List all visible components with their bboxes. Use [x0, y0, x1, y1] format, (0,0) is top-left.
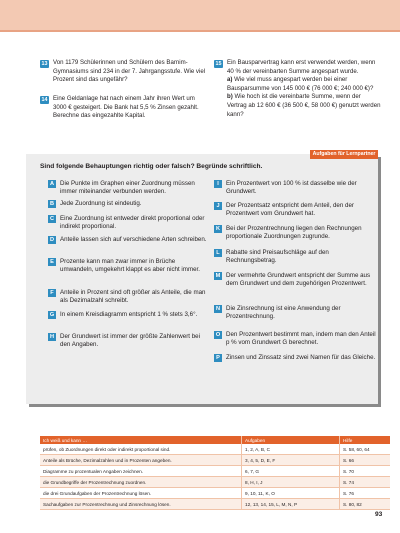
- statement-text: Anteile in Prozent sind oft größer als Anteile, die man als Dezimalzahl schreibt.: [60, 289, 206, 305]
- table-cell: 8, H, I, J: [242, 477, 340, 488]
- table-header-row: [40, 436, 390, 444]
- table-row: [40, 466, 390, 477]
- statement-item: [48, 236, 208, 244]
- box-instruction: Sind folgende Behauptungen richtig oder falsch? Begründe schriftlich.: [40, 163, 263, 170]
- statement-letter: D: [49, 237, 55, 243]
- statement-text: Die Punkte im Graphen einer Zuordnung müssen immer miteinander verbunden werden.: [60, 180, 195, 196]
- statement-text: Jede Zuordnung ist eindeutig.: [60, 200, 142, 207]
- task-text: Ein Bausparvertrag kann erst verwendet werden, wenn 40 % der vereinbarten Summe angespart wurde.: [227, 59, 376, 75]
- statement-letter: O: [215, 332, 221, 338]
- table-cell: S. 76: [340, 488, 391, 499]
- statement-letter: K: [215, 226, 221, 232]
- column-header: Ich weiß und kann …: [40, 436, 242, 444]
- task-13: [40, 59, 208, 85]
- page-number: 93: [375, 511, 383, 518]
- task-number-badge: 15: [215, 61, 222, 67]
- statement-item: [214, 202, 376, 219]
- statement-item: [48, 333, 208, 350]
- table-cell: S. 70: [340, 466, 391, 477]
- statement-item: [214, 331, 376, 348]
- statement-letter: N: [215, 306, 221, 312]
- statement-item: [214, 354, 376, 362]
- subtask-label: b): [227, 93, 233, 101]
- statement-letter: C: [49, 216, 55, 222]
- task-text: Eine Geldanlage hat nach einem Jahr ihren Wert um 3000 € gesteigert. Die Bank hat 5,5 % Zinsen gezahlt. Berechne das eingezahlte Kapital.: [53, 95, 199, 120]
- table-cell: 9, 10, 11, K, O: [242, 488, 340, 499]
- subtask-label: a): [227, 76, 233, 84]
- statement-letter: E: [48, 258, 56, 266]
- table-cell: S. 80, 82: [340, 499, 391, 510]
- subtask-b: [227, 93, 382, 119]
- table-cell: S. 66: [340, 455, 391, 466]
- statement-letter: B: [49, 201, 55, 207]
- statement-letter: J: [214, 202, 222, 210]
- statement-letter: G: [49, 312, 55, 318]
- column-header: Aufgaben: [242, 436, 340, 444]
- statement-text: Zinsen und Zinssatz sind zwei Namen für das Gleiche.: [226, 354, 376, 361]
- statement-letter: L: [214, 249, 222, 257]
- table-row: [40, 488, 390, 499]
- statement-item: [48, 215, 208, 232]
- table-row: [40, 477, 390, 488]
- table-cell: die drei Grundaufgaben der Prozentrechnung lösen.: [40, 488, 242, 499]
- column-header: Hilfe: [340, 436, 391, 444]
- statement-item: [214, 305, 376, 322]
- statement-text: Den Prozentwert bestimmt man, indem man den Anteil p % vom Grundwert G berechnet.: [226, 331, 376, 347]
- statement-text: Eine Zuordnung ist entweder direkt proportional oder indirekt proportional.: [60, 215, 205, 231]
- subtask-a: [227, 76, 382, 93]
- subtask-text: Wie viel muss angespart werden bei einer Bausparsumme von 145 000 € (76 000 €; 240 000 €)?: [227, 76, 374, 92]
- table-row: [40, 455, 390, 466]
- statement-letter: F: [48, 289, 56, 297]
- statement-item: [214, 225, 376, 242]
- statement-letter: I: [214, 180, 222, 188]
- table-cell: 6, 7, G: [242, 466, 340, 477]
- statement-item: [48, 180, 208, 197]
- statement-text: Der vermehrte Grundwert entspricht der Summe aus dem Grundwert und dem zugehörigen Prozentwert.: [226, 272, 371, 288]
- table-cell: 1, 2, A, B, C: [242, 444, 340, 455]
- table-row: [40, 444, 390, 455]
- self-assessment-table: [40, 436, 390, 510]
- statement-text: In einem Kreisdiagramm entspricht 1 % stets 3,6°.: [60, 311, 198, 318]
- statement-text: Anteile lassen sich auf verschiedene Arten schreiben.: [60, 236, 207, 243]
- page-top-band: [0, 0, 400, 30]
- statement-letter: P: [214, 354, 222, 362]
- table-cell: Diagramme zu prozentualen Angaben zeichnen.: [40, 466, 242, 477]
- table-cell: die Grundbegriffe der Prozentrechnung zuordnen.: [40, 477, 242, 488]
- table-row: [40, 499, 390, 510]
- statement-letter: A: [49, 181, 55, 187]
- statement-item: [48, 289, 208, 306]
- task-number-badge: 14: [41, 97, 48, 103]
- table-cell: prüfen, ob Zuordnungen direkt oder indirekt proportional sind.: [40, 444, 242, 455]
- statement-text: Die Zinsrechnung ist eine Anwendung der Prozentrechnung.: [226, 305, 341, 321]
- statement-item: [48, 258, 208, 275]
- statement-text: Bei der Prozentrechnung liegen den Rechnungen proportionale Zuordnungen zugrunde.: [226, 225, 362, 241]
- statement-item: [214, 249, 376, 266]
- statement-text: Der Prozentsatz entspricht dem Anteil, den der Prozentwert vom Grundwert hat.: [226, 202, 354, 218]
- table-cell: Sachaufgaben zur Prozentrechnung und Zinsrechnung lösen.: [40, 499, 242, 510]
- page-top-band-edge: [0, 30, 400, 32]
- statement-item: [48, 200, 208, 208]
- table-cell: S. 58, 60, 64: [340, 444, 391, 455]
- statement-item: [48, 311, 208, 319]
- statement-text: Rabatte sind Preisaufschläge auf den Rechnungsbetrag.: [226, 249, 329, 265]
- statement-item: [214, 272, 376, 289]
- task-14: [40, 95, 208, 121]
- statement-text: Der Grundwert ist immer der größte Zahlenwert bei den Angaben.: [60, 333, 200, 349]
- statement-letter: H: [49, 334, 55, 340]
- table-cell: S. 74: [340, 477, 391, 488]
- subtask-text: Wie hoch ist die vereinbarte Summe, wenn der Vertrag ab 12 600 € (36 500 €, 58 000 €) genutzt werden kann?: [227, 93, 381, 118]
- task-number-badge: 13: [41, 61, 48, 67]
- table-cell: 3, 4, 5, D, E, F: [242, 455, 340, 466]
- task-text: Von 1179 Schülerinnen und Schülern des Barnim-Gymnasiums sind 234 in der 7. Jahrgangsstufe. Wie viel Prozent sind das ungefähr?: [53, 59, 206, 84]
- table-cell: 12, 13, 14, 15, L, M, N, P: [242, 499, 340, 510]
- statement-letter: M: [215, 273, 221, 279]
- partner-tasks-ribbon: Aufgaben für Lernpartner: [310, 150, 378, 159]
- statement-item: [214, 180, 376, 197]
- table-cell: Anteile als Brüche, Dezimalzahlen und in Prozenten angeben.: [40, 455, 242, 466]
- statement-text: Prozente kann man zwar immer in Brüche umwandeln, umgekehrt klappt es aber nicht immer.: [60, 258, 200, 274]
- statement-text: Ein Prozentwert von 100 % ist dasselbe wie der Grundwert.: [226, 180, 357, 196]
- task-15: [214, 59, 382, 119]
